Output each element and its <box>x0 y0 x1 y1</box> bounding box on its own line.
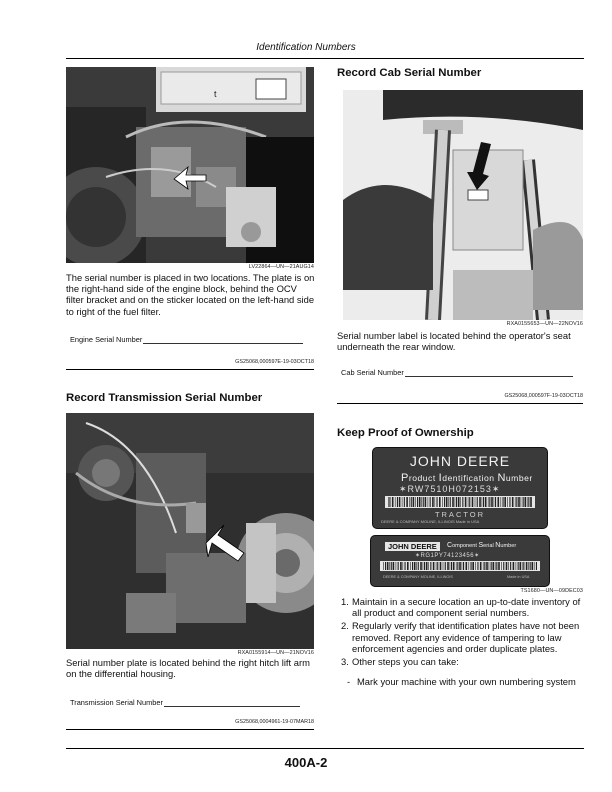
transmission-section-rule <box>66 729 314 730</box>
barcode-bar <box>421 497 422 507</box>
barcode-bar <box>516 497 517 507</box>
footer-rule <box>66 748 584 749</box>
barcode-bar <box>484 562 485 570</box>
barcode-bar <box>513 562 515 570</box>
barcode-bar <box>397 497 398 507</box>
barcode-bar <box>445 562 446 570</box>
barcode-bar <box>450 497 451 507</box>
plate1-model: TRACTOR <box>434 510 486 519</box>
barcode-bar <box>515 497 516 507</box>
barcode-bar <box>433 562 435 570</box>
barcode-bar <box>383 562 384 570</box>
barcode-bar <box>460 497 461 507</box>
barcode-bar <box>447 562 449 570</box>
barcode-bar <box>395 497 396 507</box>
transmission-serial-input-line[interactable] <box>164 698 300 707</box>
barcode-bar <box>501 562 502 570</box>
barcode-bar <box>451 562 452 570</box>
ownership-image-caption: TS1680—UN—09DEC03 <box>520 588 583 594</box>
ownership-step-1 <box>341 596 585 618</box>
barcode-bar <box>396 562 397 570</box>
barcode-bar <box>448 497 449 507</box>
plate2-label-3: N <box>495 542 501 549</box>
barcode-bar <box>469 497 470 507</box>
barcode-bar <box>423 562 424 570</box>
barcode-bar <box>387 562 389 570</box>
barcode-bar <box>483 497 484 507</box>
ownership-step-1-text: Maintain in a secure location an up-to-date inventory of all product and component serial numbers. <box>352 596 581 619</box>
cab-body-text: Serial number label is located behind the operator's seat underneath the rear window. <box>337 330 571 353</box>
cab-image-caption: RXA0155653—UN—22NOV16 <box>506 321 583 327</box>
barcode-bar <box>528 497 529 507</box>
barcode-bar <box>416 562 417 570</box>
barcode-bar <box>426 562 428 570</box>
ownership-substep-1-dash: - <box>347 676 351 688</box>
engine-serial-field <box>70 335 314 344</box>
plate2-brand: JOHN DEERE <box>385 542 440 551</box>
barcode-bar <box>388 497 389 507</box>
barcode-bar <box>428 497 429 507</box>
plate1-label-1: P <box>401 472 409 484</box>
barcode-bar <box>389 562 390 570</box>
barcode-bar <box>423 497 424 507</box>
barcode-bar <box>520 562 522 570</box>
barcode-bar <box>402 497 403 507</box>
transmission-image-caption: RXA0155914—UN—21NOV16 <box>237 650 314 656</box>
cab-serial-input-line[interactable] <box>405 368 573 377</box>
barcode-bar <box>435 497 436 507</box>
plate2-label-2-rest: erial <box>483 543 496 549</box>
barcode-bar <box>525 497 527 507</box>
barcode-bar <box>486 562 488 570</box>
ownership-step-2-text: Regularly verify that identification plates have not been removed. Report any evidence of tampering to law enforcement agencies and order duplicate plates. <box>352 620 580 654</box>
plate1-label-1-rest: roduct <box>408 473 439 483</box>
component-serial-plate <box>370 535 550 587</box>
barcode-bar <box>393 562 395 570</box>
plate1-label <box>401 472 533 484</box>
barcode-bar <box>462 497 463 507</box>
ownership-substep-1-text: Mark your machine with your own numbering system <box>357 676 576 688</box>
ownership-step-2-num: 2. <box>341 620 349 632</box>
plate1-label-3: N <box>497 472 506 484</box>
barcode-bar <box>389 497 390 507</box>
barcode-bar <box>391 562 392 570</box>
transmission-serial-label: Transmission Serial Number <box>70 698 163 707</box>
barcode-bar <box>415 497 416 507</box>
barcode-bar <box>385 562 386 570</box>
barcode-bar <box>452 497 454 507</box>
ownership-substep-1 <box>341 676 585 687</box>
barcode-bar <box>489 497 490 507</box>
barcode-bar <box>403 562 404 570</box>
plate2-fine-print-left: DEERE & COMPANY MOLINE, ILLINOIS <box>383 575 453 579</box>
barcode-bar <box>439 497 441 507</box>
barcode-bar <box>432 497 434 507</box>
barcode-bar <box>521 497 522 507</box>
barcode-bar <box>420 562 422 570</box>
header-rule <box>66 58 584 59</box>
barcode-bar <box>469 562 470 570</box>
transmission-doc-code: GS25068,0004961-19-07MAR18 <box>235 719 314 725</box>
plate2-label-2: S <box>478 542 484 549</box>
barcode-bar <box>425 497 427 507</box>
barcode-bar <box>440 562 442 570</box>
barcode-bar <box>488 497 489 507</box>
transmission-serial-field <box>70 698 314 707</box>
barcode-bar <box>489 562 490 570</box>
barcode-bar <box>405 562 406 570</box>
plate1-serial: ✶RW7510H072153✶ <box>399 484 501 494</box>
barcode-bar <box>459 562 461 570</box>
barcode-bar <box>508 562 509 570</box>
barcode-bar <box>446 497 448 507</box>
plate2-serial: ✶RG1PY74123456✶ <box>415 553 480 559</box>
barcode-bar <box>495 562 496 570</box>
engine-body-text: The serial number is placed in two locations. The plate is on the right-hand side of the engine block, behind the OCV filter bracket and on the sticker located on the left-hand side to right of the fuel filter. <box>66 272 315 317</box>
barcode-bar <box>528 562 529 570</box>
barcode-bar <box>392 497 394 507</box>
barcode-bar <box>509 497 510 507</box>
engine-serial-input-line[interactable] <box>143 335 303 344</box>
plate1-fine-print: DEERE & COMPANY MOLINE, ILLINOIS Made in USA <box>381 519 480 524</box>
barcode-bar <box>437 562 438 570</box>
barcode-bar <box>414 562 416 570</box>
cab-section-rule <box>337 403 583 404</box>
plate1-label-2-rest: dentification <box>442 473 498 483</box>
barcode-bar <box>501 497 502 507</box>
barcode-bar <box>458 497 460 507</box>
barcode-bar <box>472 497 474 507</box>
ownership-step-3-num: 3. <box>341 656 349 668</box>
barcode-bar <box>436 562 437 570</box>
barcode-bar <box>534 562 535 570</box>
barcode-bar <box>526 562 528 570</box>
barcode-bar <box>430 497 431 507</box>
barcode-bar <box>453 562 455 570</box>
barcode-bar <box>398 562 399 570</box>
plate2-fine-print-right: Made in USA <box>507 575 530 579</box>
barcode-bar <box>455 497 456 507</box>
barcode-bar <box>507 497 508 507</box>
barcode-bar <box>510 562 511 570</box>
barcode-bar <box>530 562 531 570</box>
barcode-bar <box>400 562 402 570</box>
barcode-bar <box>424 562 425 570</box>
barcode-bar <box>404 497 405 507</box>
barcode-bar <box>523 497 524 507</box>
barcode-bar <box>413 497 415 507</box>
barcode-bar <box>411 497 412 507</box>
barcode-bar <box>444 497 445 507</box>
barcode-bar <box>442 497 443 507</box>
plate1-label-3-rest: umber <box>505 473 533 483</box>
barcode-bar <box>412 562 413 570</box>
barcode-bar <box>409 497 410 507</box>
cab-photo <box>343 90 583 320</box>
ownership-step-3-text: Other steps you can take: <box>352 656 459 668</box>
plate2-label-1-rest: omponent <box>452 543 479 549</box>
barcode-bar <box>493 562 495 570</box>
ownership-heading: Keep Proof of Ownership <box>337 427 474 439</box>
ownership-step-1-num: 1. <box>341 596 349 607</box>
engine-image-caption: LV22864—UN—21AUG14 <box>248 264 314 270</box>
barcode-bar <box>418 562 419 570</box>
plate2-label <box>447 542 516 549</box>
barcode-bar <box>468 497 469 507</box>
barcode-bar <box>428 562 429 570</box>
barcode-bar <box>494 497 495 507</box>
barcode-bar <box>419 497 421 507</box>
barcode-bar <box>480 562 482 570</box>
barcode-bar <box>518 562 519 570</box>
barcode-bar <box>417 497 418 507</box>
barcode-bar <box>463 562 464 570</box>
barcode-bar <box>504 497 506 507</box>
barcode-bar <box>477 562 478 570</box>
barcode-bar <box>516 562 517 570</box>
plate1-label-2: I <box>438 472 443 484</box>
barcode-bar <box>496 562 497 570</box>
plate1-brand: JOHN DEERE <box>409 453 511 469</box>
barcode-bar <box>471 562 472 570</box>
barcode-bar <box>491 497 493 507</box>
barcode-bar <box>532 562 534 570</box>
barcode-bar <box>485 497 487 507</box>
product-id-plate <box>372 447 548 529</box>
barcode-bar <box>518 497 520 507</box>
barcode-bar <box>406 497 408 507</box>
plate2-label-1: C <box>447 542 453 549</box>
barcode-bar <box>465 497 467 507</box>
barcode-bar <box>512 497 514 507</box>
engine-serial-label: Engine Serial Number <box>70 335 143 344</box>
ownership-step-3 <box>341 656 585 667</box>
running-head: Identification Numbers <box>256 42 356 53</box>
plate1-barcode <box>385 496 535 508</box>
barcode-bar <box>472 562 474 570</box>
page-number: 400A-2 <box>284 755 328 770</box>
cab-serial-field <box>341 368 585 377</box>
barcode-bar <box>491 562 492 570</box>
barcode-bar <box>498 497 500 507</box>
barcode-bar <box>430 562 431 570</box>
barcode-bar <box>506 562 508 570</box>
plate2-barcode <box>380 561 540 571</box>
barcode-bar <box>483 562 484 570</box>
barcode-bar <box>498 562 500 570</box>
transmission-photo <box>66 413 314 649</box>
barcode-bar <box>503 562 504 570</box>
barcode-bar <box>457 562 458 570</box>
ownership-steps <box>341 596 585 687</box>
barcode-bar <box>450 562 451 570</box>
plate2-label-3-rest: umber <box>500 543 517 549</box>
barcode-bar <box>482 497 483 507</box>
cab-doc-code: GS25068,000597F-19-03OCT18 <box>504 393 583 399</box>
barcode-bar <box>522 562 523 570</box>
barcode-bar <box>527 497 528 507</box>
ownership-steps-list <box>341 596 585 667</box>
engine-photo <box>66 67 314 263</box>
barcode-bar <box>475 562 476 570</box>
barcode-bar <box>495 497 496 507</box>
barcode-bar <box>503 497 504 507</box>
transmission-body-text: Serial number plate is located behind the right hitch lift arm on the differential housing. <box>66 657 310 680</box>
transmission-heading: Record Transmission Serial Number <box>66 392 263 404</box>
barcode-bar <box>477 497 478 507</box>
barcode-bar <box>410 562 411 570</box>
barcode-bar <box>479 497 481 507</box>
barcode-bar <box>437 497 438 507</box>
barcode-bar <box>443 562 444 570</box>
engine-doc-code: GS25068,000597E-19-03OCT18 <box>235 359 314 365</box>
barcode-bar <box>399 497 401 507</box>
barcode-bar <box>530 497 532 507</box>
cab-serial-label: Cab Serial Number <box>341 368 404 377</box>
engine-section-rule <box>66 369 314 370</box>
barcode-bar <box>523 562 524 570</box>
barcode-bar <box>456 562 457 570</box>
cab-heading: Record Cab Serial Number <box>337 67 482 79</box>
barcode-bar <box>466 562 468 570</box>
decal-letter: t <box>214 89 217 99</box>
barcode-bar <box>407 562 409 570</box>
barcode-bar <box>536 562 537 570</box>
barcode-bar <box>462 562 463 570</box>
barcode-bar <box>475 497 476 507</box>
ownership-step-2 <box>341 620 585 654</box>
barcode-bar <box>456 497 457 507</box>
